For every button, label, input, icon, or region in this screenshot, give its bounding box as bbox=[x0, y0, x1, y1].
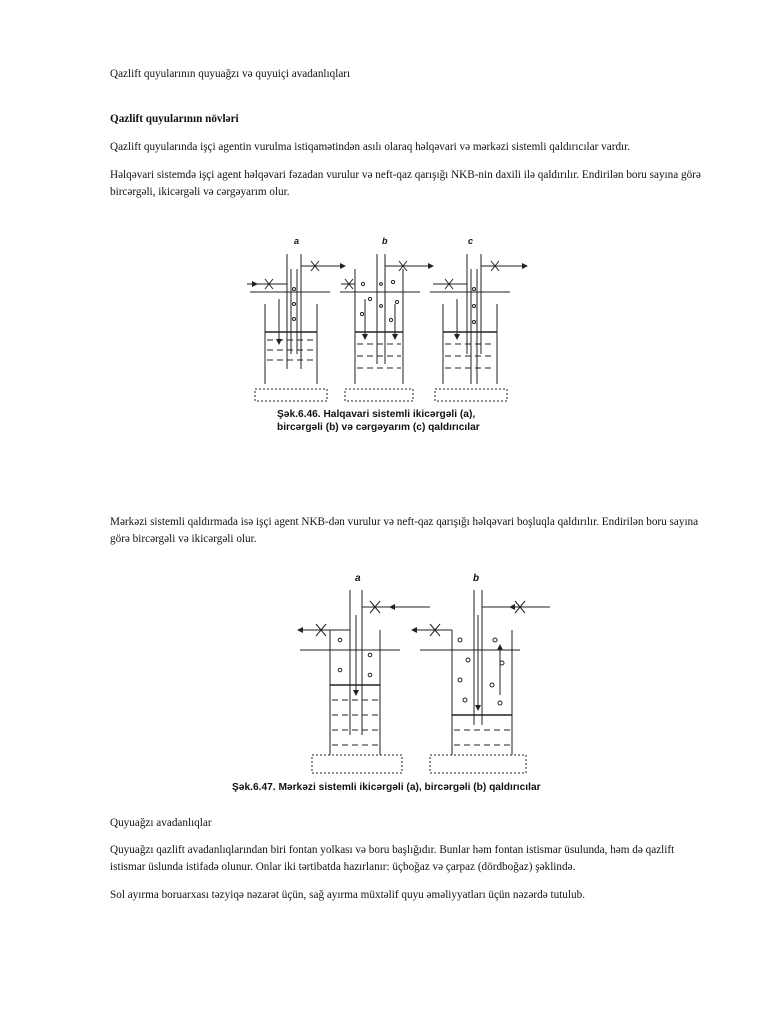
paragraph-valves-purpose: Sol ayırma boruarxası təzyiqə nəzarət üçün, sağ ayırma müxtəlif quyu əməliyyatları üçün nəzərdə tutulub. bbox=[110, 889, 585, 901]
figure2-label-a: a bbox=[355, 573, 361, 584]
figure1-label-b: b bbox=[382, 236, 388, 246]
paragraph-central-system: Mərkəzi sistemli qaldırmada isə işçi agent NKB-dən vurulur və neft-qaz qarışığı həlqəvari boşluqla qaldırılır. Endirilən boru sayına görə bircərgəli və ikicərgəli olur. bbox=[110, 516, 699, 545]
figure1-label-c: c bbox=[468, 236, 474, 246]
paragraph-annular-system: Həlqəvari sistemdə işçi agent həlqəvari fəzadan vurulur və neft-qaz qarışığı NKB-nin daxili ilə qaldırılır. Endirilən boru sayına görə bircərgəli, ikicərgəli və cərgəyarım olur. bbox=[110, 169, 701, 198]
figure2-drawing bbox=[230, 585, 610, 785]
figure1-well-b bbox=[340, 254, 433, 401]
paragraph-systems: Qazlift quyularında işçi agentin vurulma istiqamətindən asılı olaraq həlqəvari və mərkəzi sistemli qaldırıcılar vardır. bbox=[110, 141, 631, 153]
paragraph-wellhead-equipment: Quyuağzı qazlift avadanlıqlarından biri fontan yolkası və boru başlığıdır. Bunlar həm fontan istismar üsulunda, həm də qazlift istismar üslunda istifadə olunur. Onlar iki tərtibatda hazırlanır: üçboğaz və çarpaz (dördboğaz) şəklində. bbox=[110, 844, 675, 873]
figure2-label-b: b bbox=[473, 573, 480, 584]
figure1-caption-line1: Şək.6.46. Halqavari sistemli ikicərgəli (a), bbox=[277, 409, 476, 420]
figure-central-lifts bbox=[230, 570, 610, 800]
figure1-drawing bbox=[245, 244, 535, 416]
section-heading-wellhead: Quyuağzı avadanlıqlar bbox=[110, 817, 212, 829]
figure1-caption-line2: bircərgəli (b) və cərgəyarım (c) qaldırıcılar bbox=[277, 422, 480, 433]
figure2-well-a bbox=[298, 590, 430, 773]
figure2-caption: Şək.6.47. Mərkəzi sistemli ikicərgəli (a), bircərgəli (b) qaldırıcılar bbox=[232, 782, 541, 793]
figure-annular-lifts bbox=[245, 236, 535, 436]
figure1-well-c bbox=[430, 254, 527, 401]
figure2-well-b bbox=[412, 590, 550, 773]
document-title-line: Qazlift quyularının quyuağzı və quyuiçi avadanlıqları bbox=[110, 68, 351, 80]
section-heading-types: Qazlift quyularının növləri bbox=[110, 113, 239, 125]
figure1-well-a bbox=[247, 254, 345, 401]
figure1-label-a: a bbox=[294, 236, 300, 246]
